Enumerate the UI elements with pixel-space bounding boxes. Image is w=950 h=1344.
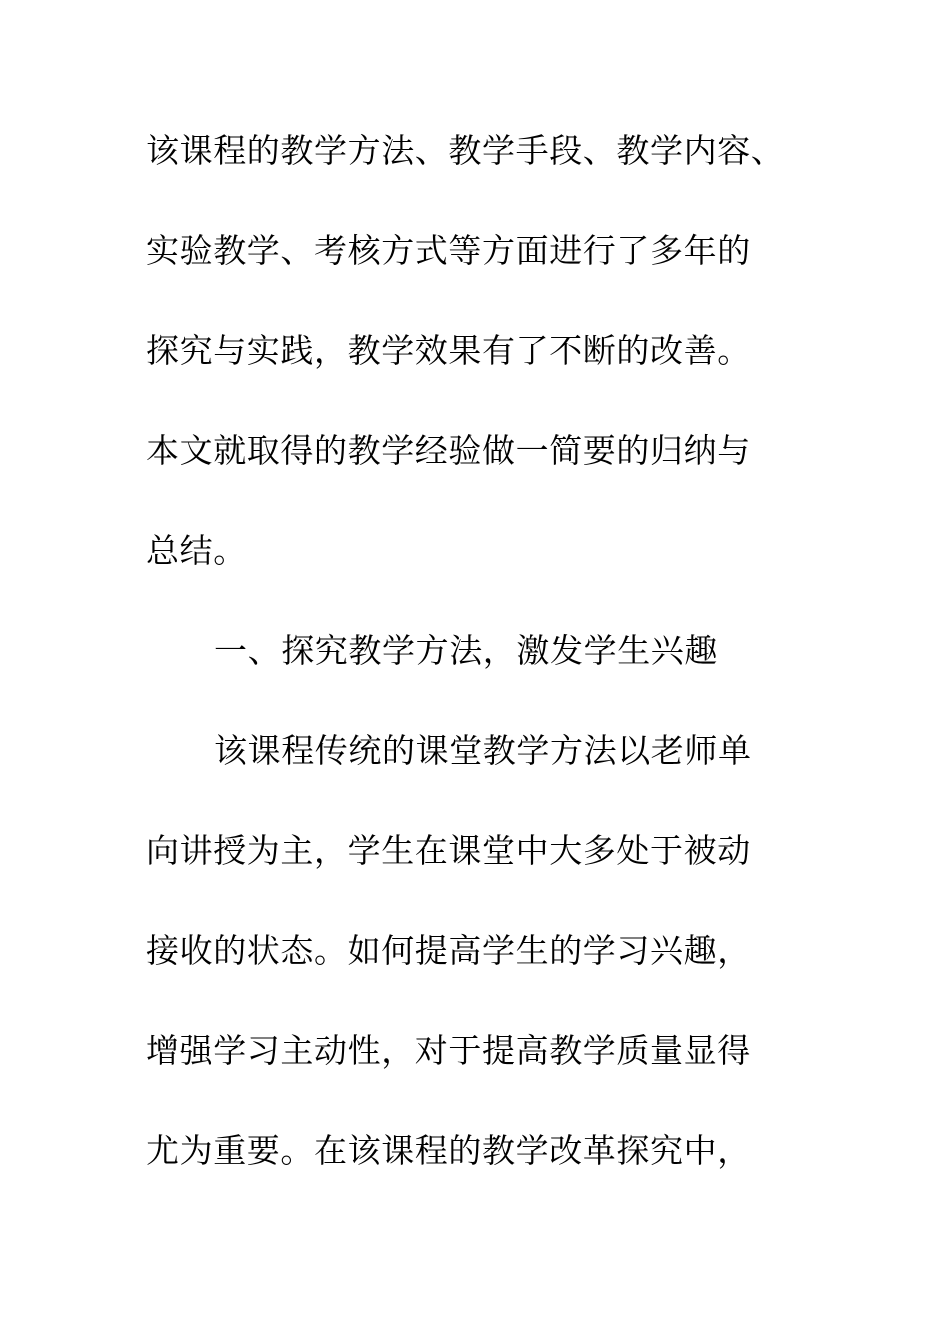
paragraph-line: 接收的状态。如何提高学生的学习兴趣，: [146, 931, 751, 970]
paragraph-line: 尤为重要。在该课程的教学改革探究中，: [146, 1131, 751, 1170]
section-heading: 一、探究教学方法，激发学生兴趣: [214, 631, 718, 670]
paragraph-line: 总结。: [146, 531, 247, 570]
paragraph-line: 该课程传统的课堂教学方法以老师单: [214, 731, 752, 770]
paragraph-line: 该课程的教学方法、教学手段、教学内容、: [146, 131, 785, 170]
paragraph-line: 探究与实践，教学效果有了不断的改善。: [146, 331, 751, 370]
paragraph-line: 增强学习主动性，对于提高教学质量显得: [146, 1031, 751, 1070]
paragraph-line: 实验教学、考核方式等方面进行了多年的: [146, 231, 751, 270]
paragraph-line: 向讲授为主，学生在课堂中大多处于被动: [146, 831, 751, 870]
paragraph-line: 本文就取得的教学经验做一简要的归纳与: [146, 431, 751, 470]
